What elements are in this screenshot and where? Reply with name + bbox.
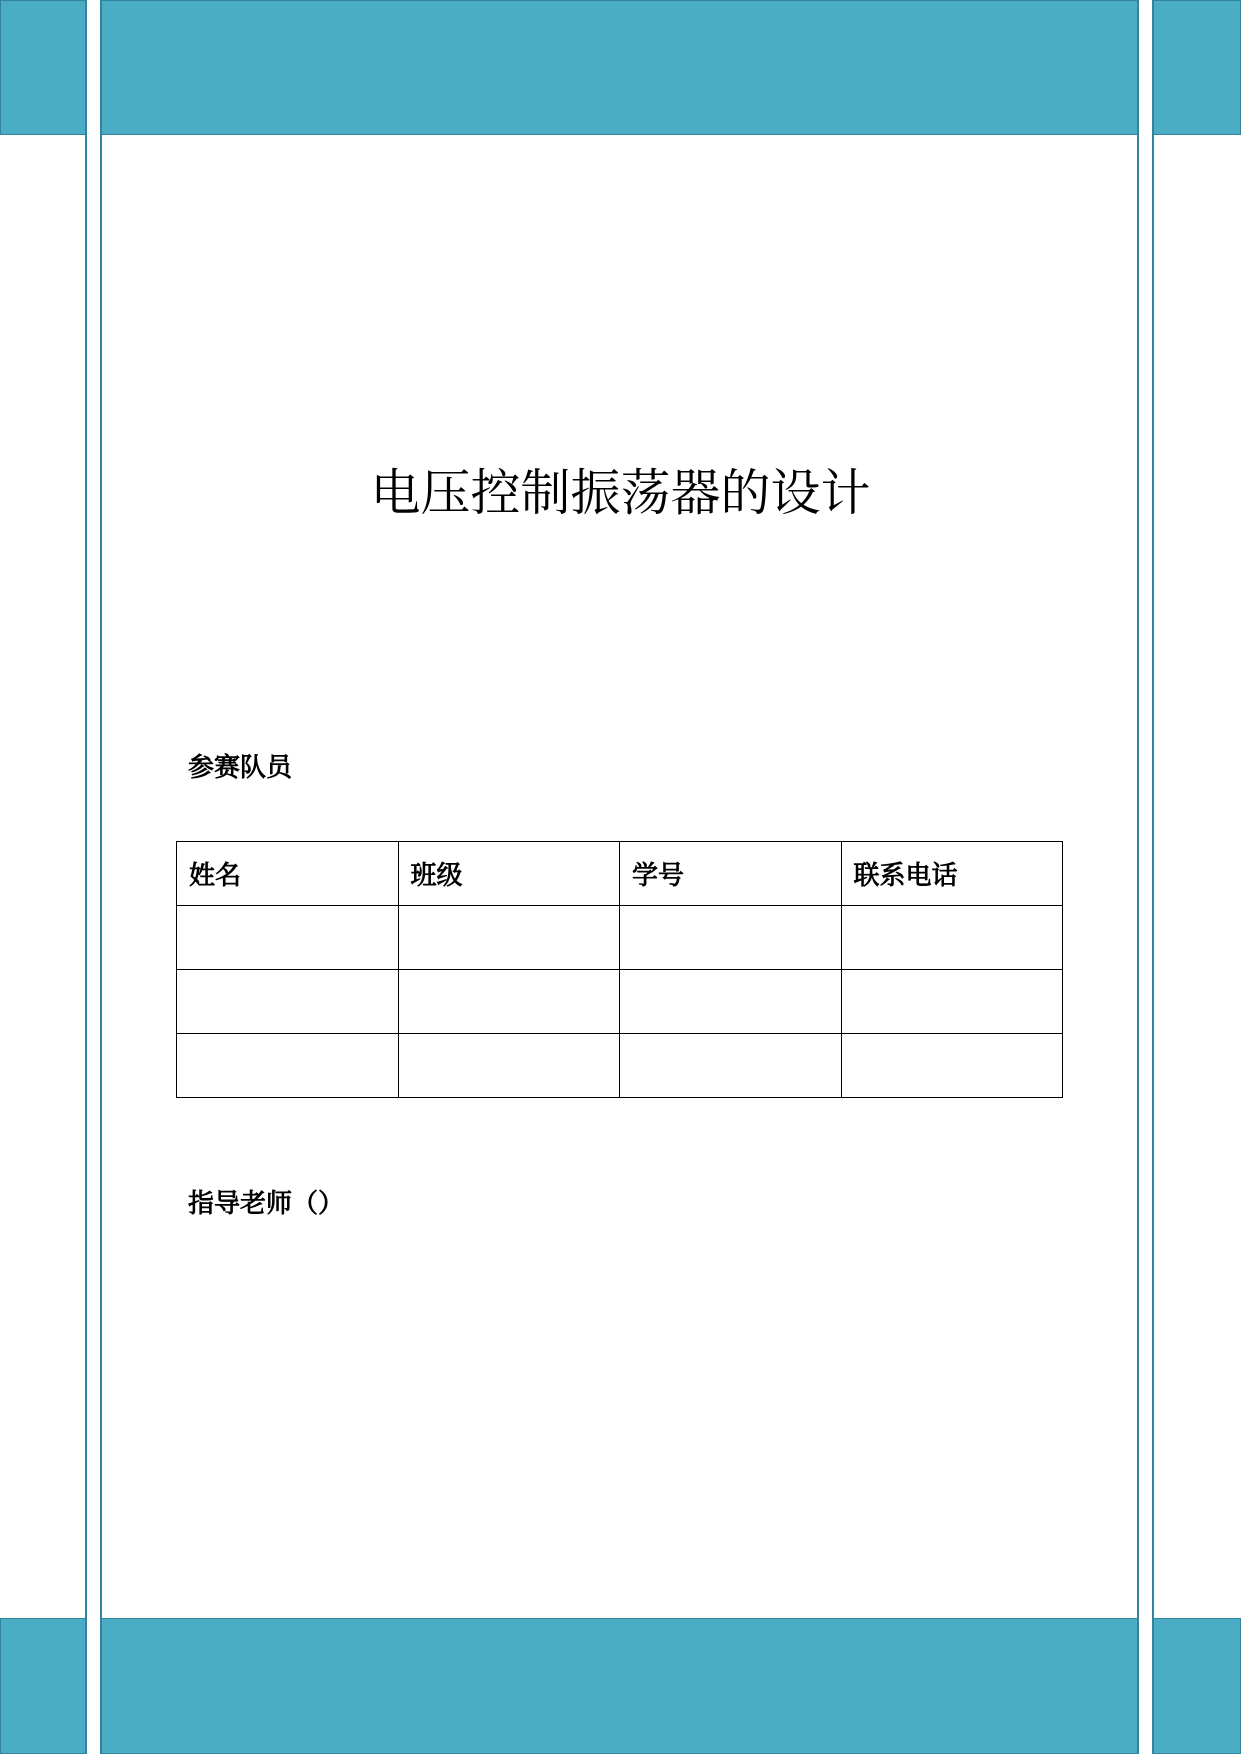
table-cell[interactable] [177,1034,399,1098]
table-cell[interactable] [841,970,1063,1034]
table-cell[interactable] [620,906,842,970]
table-cell[interactable] [620,970,842,1034]
header-phone: 联系电话 [841,842,1063,906]
table-row [177,1034,1063,1098]
table-cell[interactable] [398,906,620,970]
table-cell[interactable] [398,1034,620,1098]
top-band-left [0,0,86,135]
table-cell[interactable] [841,906,1063,970]
table-row [177,906,1063,970]
members-table [176,841,1063,1098]
top-band-right [1153,0,1241,135]
frame-line-right-outer [1152,0,1154,1754]
team-members-label: 参赛队员 [188,753,293,783]
header-student-id: 学号 [620,842,842,906]
top-band-center [101,0,1138,135]
frame-line-right-inner [1137,0,1139,1754]
bottom-band-left [0,1618,86,1754]
table-cell[interactable] [177,906,399,970]
document-title: 电压控制振荡器的设计 [370,464,871,522]
table-cell[interactable] [620,1034,842,1098]
header-name: 姓名 [177,842,399,906]
frame-line-left-inner [100,0,102,1754]
frame-line-left-outer [85,0,87,1754]
table-header-row [177,842,1063,906]
table-cell[interactable] [841,1034,1063,1098]
bottom-band-center [101,1618,1138,1754]
header-class: 班级 [398,842,620,906]
table-cell[interactable] [177,970,399,1034]
advisor-label: 指导老师（） [188,1189,345,1219]
table-cell[interactable] [398,970,620,1034]
table-row [177,970,1063,1034]
bottom-band-right [1153,1618,1241,1754]
